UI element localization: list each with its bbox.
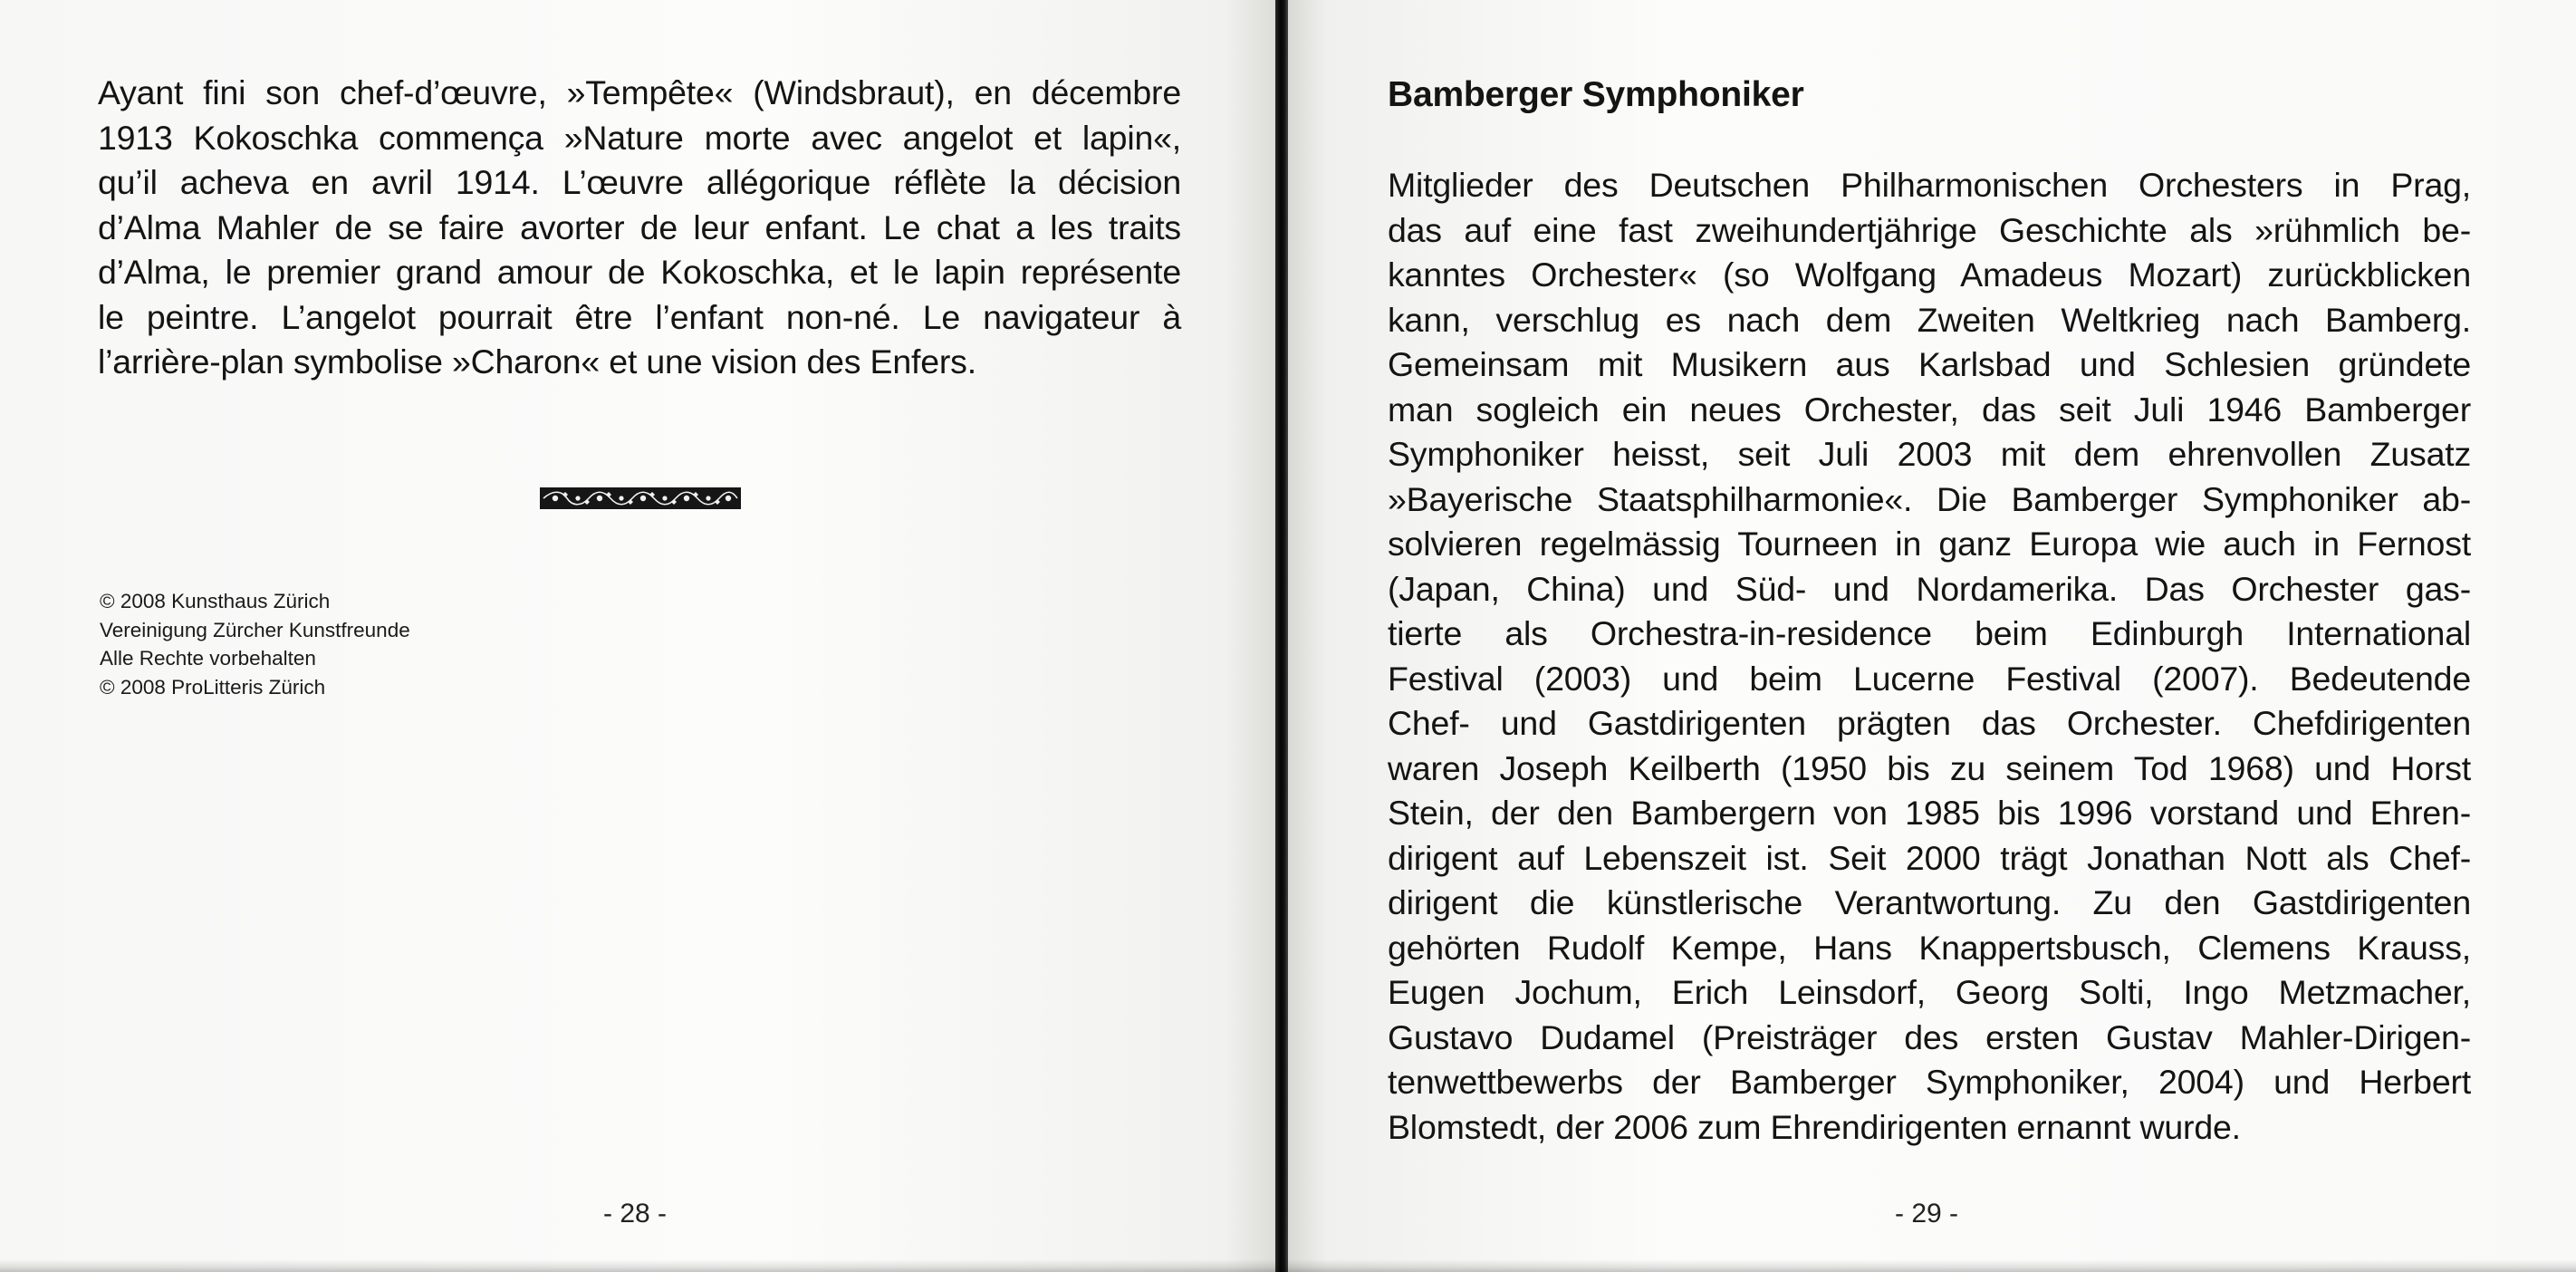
paragraph-line: waren Joseph Keilberth (1950 bis zu seinem Tod 1968) und Horst (1388, 748, 2471, 787)
paragraph-line: Mitglieder des Deutschen Philharmonischen Orchesters in Prag, (1388, 166, 2471, 204)
page-bottom-edge-shadow (0, 1259, 2576, 1272)
page-number-left: - 28 - (603, 1199, 668, 1229)
left-page (0, 0, 1275, 1272)
paragraph-line: das auf eine fast zweihundertjährige Geschichte als »rühmlich be- (1388, 210, 2471, 249)
paragraph-line: (Japan, China) und Süd- und Nordamerika. Das Orchester gas- (1388, 569, 2471, 608)
paragraph-line: Festival (2003) und beim Lucerne Festival (2007). Bedeutende (1388, 659, 2471, 698)
paragraph-line: le peintre. L’angelot pourrait être l’enfant non-né. Le navigateur à (98, 297, 1181, 336)
section-title: Bamberger Symphoniker (1388, 75, 1804, 114)
paragraph-line: tierte als Orchestra-in-residence beim Edinburgh International (1388, 614, 2471, 652)
paragraph-line: kanntes Orchester« (so Wolfgang Amadeus Mozart) zurückblicken (1388, 255, 2471, 294)
paragraph-line: Ayant fini son chef-d’œuvre, »Tempête« (Windsbraut), en décembre (98, 73, 1181, 111)
copyright-line: Vereinigung Zürcher Kunstfreunde (100, 618, 410, 641)
paragraph-line: 1913 Kokoschka commença »Nature morte avec angelot et lapin«, (98, 118, 1181, 157)
paragraph-line: kann, verschlug es nach dem Zweiten Weltkrieg nach Bamberg. (1388, 300, 2471, 339)
paragraph-line: d’Alma Mahler de se faire avorter de leur enfant. Le chat a les traits (98, 207, 1181, 246)
page-number-right: - 29 - (1895, 1199, 1959, 1229)
paragraph-line: l’arrière-plan symbolise »Charon« et une vision des Enfers. (98, 342, 976, 381)
paragraph-line: solvieren regelmässig Tourneen in ganz Europa wie auch in Fernost (1388, 525, 2471, 563)
copyright-line: © 2008 ProLitteris Zürich (100, 675, 326, 699)
paragraph-line: d’Alma, le premier grand amour de Kokoschka, et le lapin représente (98, 253, 1181, 291)
copyright-line: Alle Rechte vorbehalten (100, 647, 316, 670)
right-page-paragraph (1388, 163, 2471, 1150)
paragraph-line: tenwettbewerbs der Bamberger Symphoniker, 2004) und Herbert (1388, 1063, 2471, 1101)
paragraph-line: gehörten Rudolf Kempe, Hans Knappertsbusch, Clemens Krauss, (1388, 928, 2471, 967)
book-spine (1275, 0, 1288, 1272)
paragraph-line: Symphoniker heisst, seit Juli 2003 mit dem ehrenvollen Zusatz (1388, 435, 2471, 473)
ornament-pattern (540, 487, 741, 509)
copyright-notice (100, 587, 410, 701)
paragraph-line: »Bayerische Staatsphilharmonie«. Die Bamberger Symphoniker ab- (1388, 479, 2471, 518)
left-page-paragraph (98, 71, 1181, 385)
paragraph-line: dirigent die künstlerische Verantwortung. Zu den Gastdirigenten (1388, 883, 2471, 921)
paragraph-line: man sogleich ein neues Orchester, das seit Juli 1946 Bamberger (1388, 390, 2471, 429)
paragraph-line: Eugen Jochum, Erich Leinsdorf, Georg Solti, Ingo Metzmacher, (1388, 973, 2471, 1011)
paragraph-line: Gemeinsam mit Musikern aus Karlsbad und Schlesien gründete (1388, 345, 2471, 383)
paragraph-line: Blomstedt, der 2006 zum Ehrendirigenten ernannt wurde. (1388, 1107, 2241, 1146)
copyright-line: © 2008 Kunsthaus Zürich (100, 590, 331, 612)
floral-ornament-divider-icon (540, 487, 741, 509)
paragraph-line: Gustavo Dudamel (Preisträger des ersten Gustav Mahler-Dirigen- (1388, 1017, 2471, 1056)
paragraph-line: Stein, der den Bambergern von 1985 bis 1996 vorstand und Ehren- (1388, 794, 2471, 832)
paragraph-line: dirigent auf Lebenszeit ist. Seit 2000 trägt Jonathan Nott als Chef- (1388, 838, 2471, 877)
paragraph-line: qu’il acheva en avril 1914. L’œuvre allégorique réflète la décision (98, 163, 1181, 201)
paragraph-line: Chef- und Gastdirigenten prägten das Orchester. Chefdirigenten (1388, 704, 2471, 742)
